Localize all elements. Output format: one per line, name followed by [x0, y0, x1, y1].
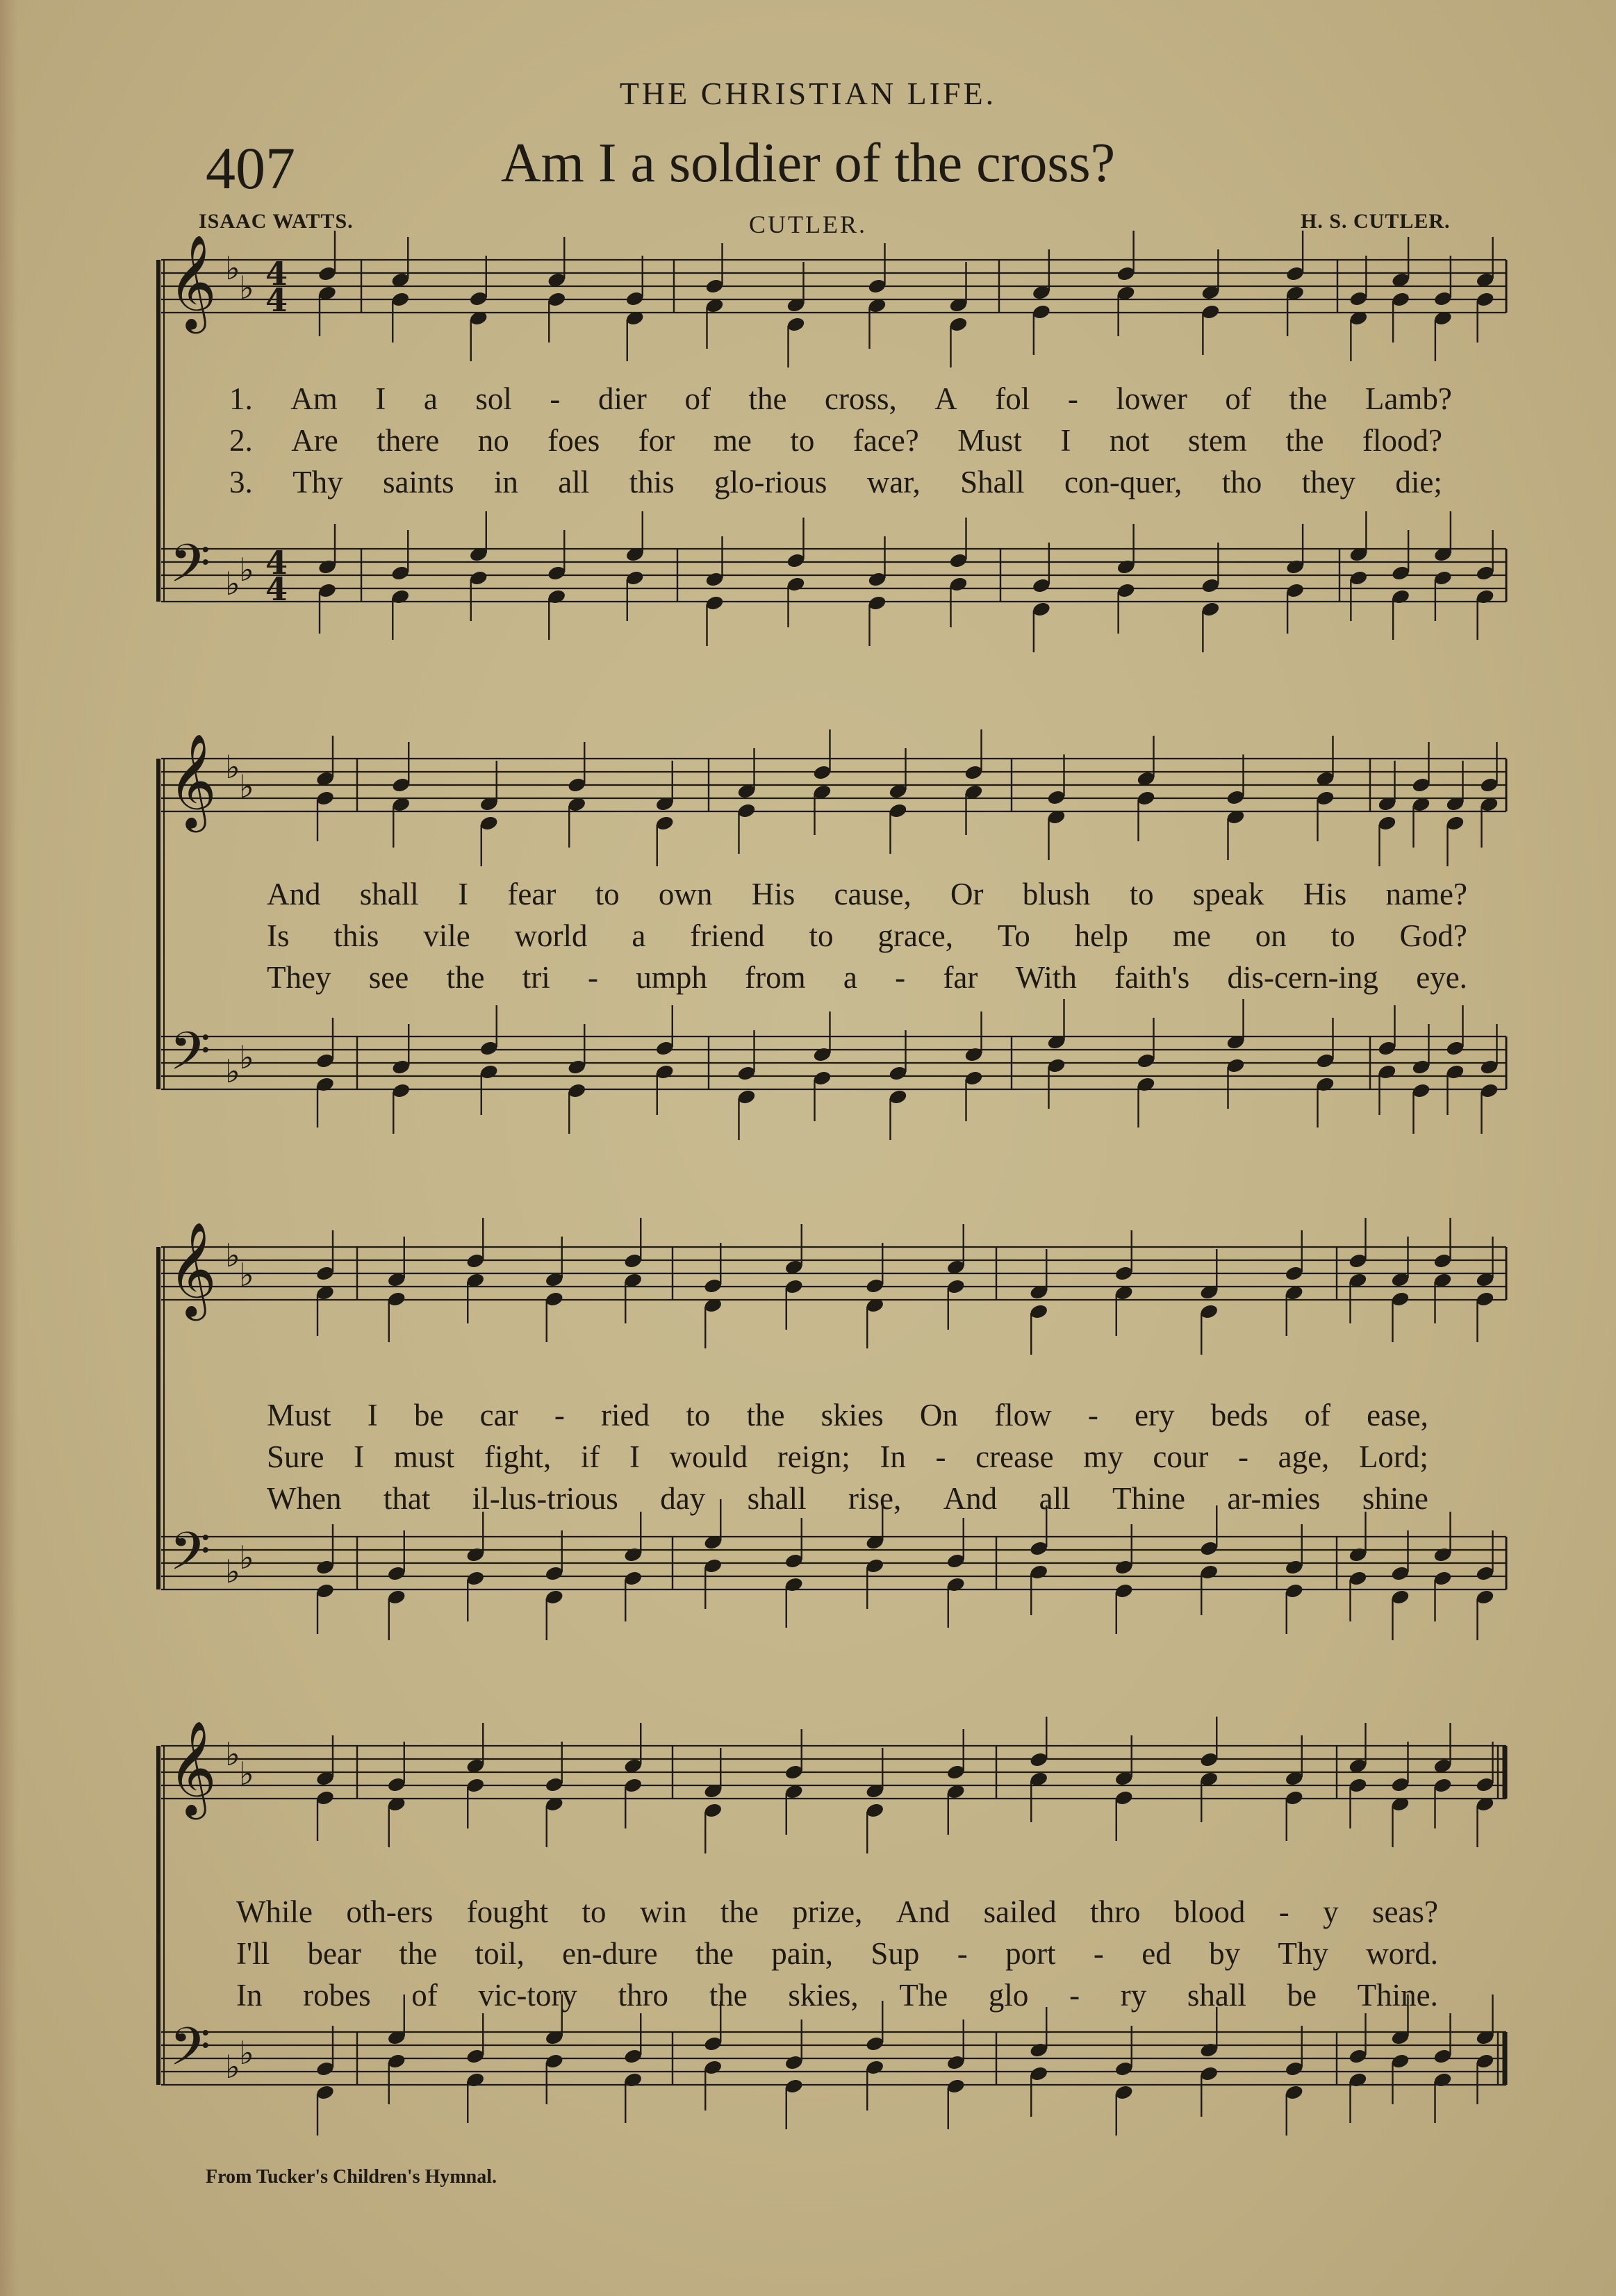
lyric-syllable: When: [267, 1481, 342, 1516]
lyric-syllable: bear: [307, 1936, 361, 1971]
lyrics-block: [267, 1394, 1428, 1519]
lyric-syllable: day: [660, 1481, 706, 1516]
lyric-syllable: the: [746, 1398, 785, 1432]
lyric-syllable: cour: [1153, 1439, 1209, 1474]
lyric-line: [267, 957, 1467, 998]
lyric-syllable: vile: [423, 918, 470, 953]
lyric-syllable: all: [1039, 1481, 1071, 1516]
lyric-syllable: I: [458, 877, 469, 911]
lyric-syllable: shall: [747, 1481, 807, 1516]
lyric-syllable: blood: [1173, 1894, 1246, 1929]
lyric-syllable: I'll: [236, 1936, 270, 1971]
lyric-syllable: cross,: [824, 381, 897, 416]
lyric-syllable: toil,: [475, 1936, 525, 1971]
lyric-syllable: to: [790, 423, 815, 458]
lyric-syllable: age,: [1278, 1439, 1330, 1474]
lyric-syllable: While: [236, 1894, 313, 1929]
lyric-syllable: to: [1129, 877, 1154, 911]
flat-icon: ♭: [239, 1256, 254, 1294]
treble-clef-icon: 𝄞: [168, 732, 217, 828]
lyric-syllable: In: [236, 1978, 263, 2013]
lyric-syllable: To: [997, 918, 1030, 953]
lyric-syllable: A: [934, 381, 957, 416]
lyric-syllable: tri: [522, 960, 550, 995]
lyric-syllable: war,: [866, 465, 921, 499]
lyric-syllable: for: [638, 423, 675, 458]
lyric-syllable: ry: [1120, 1978, 1147, 2013]
lyric-syllable: no: [477, 423, 509, 458]
lyric-syllable: il-lus-trious: [472, 1481, 618, 1516]
lyric-syllable: God?: [1399, 918, 1467, 953]
lyric-syllable: blush: [1022, 877, 1091, 911]
lyric-syllable: ery: [1135, 1398, 1175, 1432]
lyric-syllable: sailed: [983, 1894, 1057, 1929]
lyric-syllable: rise,: [848, 1481, 902, 1516]
lyric-syllable: Am: [290, 381, 338, 416]
flat-icon: ♭: [239, 269, 254, 306]
lyric-syllable: -: [895, 960, 906, 995]
lyric-syllable: shine: [1362, 1481, 1428, 1516]
lyric-syllable: all: [558, 465, 590, 499]
lyric-syllable: umph: [636, 960, 707, 995]
lyric-syllable: the: [709, 1978, 748, 2013]
lyric-syllable: lower: [1116, 381, 1187, 416]
lyric-syllable: if: [580, 1439, 600, 1474]
lyric-syllable: far: [943, 960, 978, 995]
lyric-syllable: skies: [821, 1398, 884, 1432]
lyric-syllable: to: [582, 1894, 607, 1929]
lyrics-block: [267, 873, 1467, 998]
lyric-syllable: they: [1301, 465, 1356, 499]
lyric-syllable: flow: [994, 1398, 1052, 1432]
lyric-syllable: me: [1172, 918, 1211, 953]
lyric-syllable: Is: [267, 918, 290, 953]
lyric-syllable: the: [446, 960, 485, 995]
lyric-syllable: dier: [597, 381, 647, 416]
lyric-syllable: be: [413, 1398, 444, 1432]
lyric-syllable: win: [639, 1894, 687, 1929]
flat-icon: ♭: [225, 249, 240, 287]
treble-clef-icon: 𝄞: [168, 233, 217, 329]
lyric-syllable: be: [1287, 1978, 1317, 2013]
footer-source: From Tucker's Children's Hymnal.: [206, 2166, 497, 2188]
lyric-syllable: the: [695, 1936, 734, 1971]
lyric-syllable: see: [368, 960, 409, 995]
lyric-line: [267, 1436, 1428, 1478]
lyric-syllable: And: [943, 1481, 998, 1516]
lyric-syllable: a: [423, 381, 438, 416]
lyric-syllable: Lamb?: [1364, 381, 1452, 416]
composer-credit: H. S. CUTLER.: [1301, 210, 1451, 233]
flat-icon: ♭: [225, 2048, 240, 2086]
lyric-syllable: Thy: [292, 465, 343, 499]
lyric-syllable: robes: [303, 1978, 371, 2013]
lyric-syllable: the: [1285, 423, 1324, 458]
lyric-syllable: vic-tory: [478, 1978, 577, 2013]
lyric-syllable: Thine: [1112, 1481, 1185, 1516]
lyric-syllable: faith's: [1114, 960, 1190, 995]
lyric-syllable: fought: [466, 1894, 549, 1929]
lyric-line: [236, 1933, 1438, 1974]
lyric-syllable: prize,: [792, 1894, 863, 1929]
lyrics-block: [229, 378, 1452, 503]
lyric-syllable: Are: [291, 423, 338, 458]
lyric-syllable: 2.: [229, 423, 253, 458]
lyric-syllable: Or: [950, 877, 984, 911]
lyric-syllable: of: [684, 381, 711, 416]
treble-clef-icon: 𝄞: [168, 1719, 217, 1815]
bass-clef-icon: 𝄢: [170, 1021, 211, 1095]
lyric-syllable: eye.: [1416, 960, 1467, 995]
lyric-syllable: glo: [988, 1978, 1029, 2013]
lyric-syllable: help: [1074, 918, 1129, 953]
lyric-line: [229, 461, 1442, 503]
lyric-syllable: a: [632, 918, 646, 953]
bass-clef-icon: 𝄢: [170, 533, 211, 607]
lyric-syllable: on: [1255, 918, 1287, 953]
lyric-syllable: -: [1087, 1398, 1098, 1432]
lyric-syllable: reign;: [777, 1439, 850, 1474]
time-signature-top: 4: [265, 255, 288, 292]
lyric-syllable: shall: [1187, 1978, 1246, 2013]
lyric-syllable: ed: [1141, 1936, 1171, 1971]
lyric-syllable: I: [354, 1439, 365, 1474]
lyric-syllable: me: [713, 423, 752, 458]
lyric-syllable: tho: [1221, 465, 1262, 499]
flat-icon: ♭: [225, 1052, 240, 1090]
lyric-syllable: port: [1005, 1936, 1056, 1971]
lyric-syllable: -: [554, 1398, 565, 1432]
lyric-syllable: I: [629, 1439, 640, 1474]
lyric-syllable: by: [1209, 1936, 1241, 1971]
lyric-syllable: beds: [1210, 1398, 1269, 1432]
bass-clef-icon: 𝄢: [170, 1521, 211, 1595]
lyric-syllable: grace,: [877, 918, 954, 953]
lyric-syllable: Thy: [1278, 1936, 1328, 1971]
lyric-syllable: stem: [1187, 423, 1247, 458]
lyric-syllable: Must: [957, 423, 1022, 458]
flat-icon: ♭: [225, 1735, 240, 1773]
lyric-syllable: of: [1304, 1398, 1330, 1432]
lyric-syllable: of: [411, 1978, 438, 2013]
lyric-syllable: a: [843, 960, 857, 995]
lyric-syllable: -: [935, 1439, 946, 1474]
flat-icon: ♭: [225, 1553, 240, 1590]
lyric-syllable: Must: [267, 1398, 331, 1432]
hymn-number: 407: [206, 135, 295, 201]
lyric-syllable: -: [1069, 1978, 1080, 2013]
lyric-syllable: They: [267, 960, 331, 995]
lyric-syllable: friend: [690, 918, 765, 953]
lyric-syllable: my: [1083, 1439, 1123, 1474]
lyric-syllable: sol: [475, 381, 512, 416]
lyric-syllable: die;: [1395, 465, 1442, 499]
time-signature-top: 4: [265, 544, 288, 581]
lyric-syllable: With: [1015, 960, 1077, 995]
lyric-line: [229, 420, 1442, 461]
lyric-syllable: skies,: [788, 1978, 859, 2013]
lyric-syllable: seas?: [1371, 1894, 1438, 1929]
lyric-line: [267, 873, 1467, 915]
lyric-line: [236, 1974, 1438, 2016]
lyric-syllable: I: [1060, 423, 1071, 458]
lyric-syllable: And: [267, 877, 321, 911]
lyric-syllable: dis-cern-ing: [1227, 960, 1378, 995]
flat-icon: ♭: [239, 768, 254, 805]
lyric-syllable: foes: [547, 423, 600, 458]
lyric-syllable: -: [957, 1936, 968, 1971]
author-credit: ISAAC WATTS.: [199, 210, 354, 233]
flat-icon: ♭: [225, 565, 240, 602]
time-signature-bottom: 4: [265, 570, 288, 608]
lyric-syllable: flood?: [1362, 423, 1442, 458]
lyric-syllable: face?: [852, 423, 919, 458]
lyric-syllable: And: [896, 1894, 950, 1929]
lyric-syllable: I: [367, 1398, 378, 1432]
lyric-syllable: the: [1289, 381, 1328, 416]
lyric-syllable: con-quer,: [1064, 465, 1182, 499]
flat-icon: ♭: [225, 1237, 240, 1274]
lyric-syllable: -: [588, 960, 599, 995]
lyric-syllable: this: [333, 918, 379, 953]
lyric-syllable: of: [1225, 381, 1251, 416]
lyric-syllable: fight,: [484, 1439, 552, 1474]
lyric-syllable: there: [377, 423, 440, 458]
lyric-syllable: the: [399, 1936, 438, 1971]
flat-icon: ♭: [225, 748, 240, 786]
lyric-syllable: en-dure: [562, 1936, 658, 1971]
lyric-syllable: y: [1323, 1894, 1339, 1929]
lyric-syllable: to: [809, 918, 834, 953]
lyric-syllable: The: [899, 1978, 948, 2013]
hymn-title: Am I a soldier of the cross?: [500, 133, 1116, 194]
tune-name: CUTLER.: [749, 210, 867, 238]
lyric-line: [229, 378, 1452, 420]
lyric-syllable: oth-ers: [346, 1894, 434, 1929]
lyric-syllable: word.: [1366, 1936, 1438, 1971]
flat-icon: ♭: [239, 1755, 254, 1792]
lyric-syllable: -: [1093, 1936, 1104, 1971]
lyric-syllable: the: [748, 381, 787, 416]
treble-clef-icon: 𝄞: [168, 1221, 217, 1316]
lyric-line: [267, 1478, 1428, 1519]
lyric-syllable: must: [393, 1439, 455, 1474]
lyric-syllable: Thine.: [1357, 1978, 1438, 2013]
lyric-syllable: saints: [382, 465, 454, 499]
lyric-syllable: pain,: [771, 1936, 833, 1971]
lyric-syllable: glo-rious: [714, 465, 827, 499]
running-head: THE CHRISTIAN LIFE.: [619, 76, 997, 111]
lyric-syllable: -: [1278, 1894, 1289, 1929]
lyric-syllable: in: [493, 465, 518, 499]
lyric-syllable: -: [1237, 1439, 1248, 1474]
lyric-syllable: would: [669, 1439, 748, 1474]
bass-clef-icon: 𝄢: [170, 2016, 211, 2090]
flat-icon: ♭: [239, 1039, 254, 1076]
lyric-syllable: fear: [507, 877, 556, 911]
lyric-syllable: On: [919, 1398, 958, 1432]
lyric-syllable: not: [1109, 423, 1150, 458]
lyric-syllable: the: [720, 1894, 759, 1929]
lyric-syllable: from: [745, 960, 806, 995]
lyric-syllable: -: [550, 381, 561, 416]
lyric-syllable: In: [880, 1439, 906, 1474]
lyric-syllable: ease,: [1367, 1398, 1428, 1432]
lyric-syllable: to: [1330, 918, 1355, 953]
lyric-syllable: own: [658, 877, 713, 911]
flat-icon: ♭: [239, 1539, 254, 1576]
lyric-syllable: speak: [1192, 877, 1264, 911]
lyric-syllable: -: [1067, 381, 1078, 416]
lyric-syllable: Sup: [871, 1936, 920, 1971]
flat-icon: ♭: [239, 2034, 254, 2072]
time-signature-bottom: 4: [265, 281, 288, 319]
lyric-syllable: this: [629, 465, 675, 499]
lyric-syllable: cause,: [834, 877, 912, 911]
flat-icon: ♭: [239, 551, 254, 588]
lyric-syllable: to: [686, 1398, 711, 1432]
lyric-syllable: Sure: [267, 1439, 324, 1474]
lyric-syllable: that: [383, 1481, 431, 1516]
lyric-syllable: Lord;: [1358, 1439, 1428, 1474]
lyric-syllable: His: [1303, 877, 1347, 911]
lyric-syllable: thro: [618, 1978, 669, 2013]
lyric-syllable: crease: [975, 1439, 1054, 1474]
lyric-syllable: 3.: [229, 465, 253, 499]
lyric-syllable: I: [375, 381, 386, 416]
lyric-line: [236, 1891, 1438, 1933]
lyric-syllable: Shall: [960, 465, 1025, 499]
lyrics-block: [236, 1891, 1438, 2016]
lyric-syllable: shall: [359, 877, 419, 911]
lyric-syllable: 1.: [229, 381, 253, 416]
lyric-syllable: name?: [1385, 877, 1467, 911]
lyric-syllable: car: [479, 1398, 518, 1432]
lyric-syllable: world: [514, 918, 588, 953]
lyric-syllable: to: [595, 877, 620, 911]
lyric-line: [267, 915, 1467, 957]
lyric-line: [267, 1394, 1428, 1436]
lyric-syllable: His: [751, 877, 795, 911]
lyric-syllable: ried: [601, 1398, 650, 1432]
lyric-syllable: fol: [995, 381, 1030, 416]
lyric-syllable: ar-mies: [1227, 1481, 1321, 1516]
lyric-syllable: thro: [1089, 1894, 1141, 1929]
